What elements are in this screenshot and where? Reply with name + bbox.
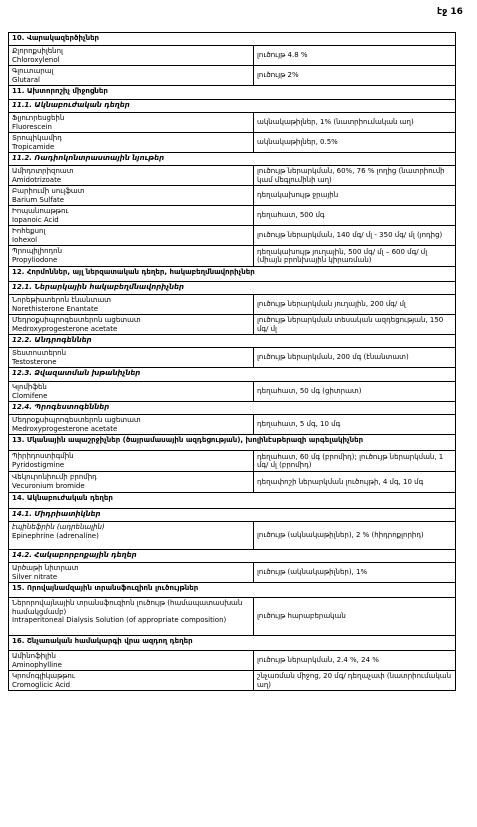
medicine-name-cell bbox=[9, 348, 254, 368]
medicine-name-armenian: Վեկուրոնիումի բրոմիդ bbox=[12, 473, 97, 481]
dosage-form-cell: շնչառման միջոց, 20 մգ/ դեղաչափ (նատրիումական աղ) bbox=[254, 671, 456, 691]
medicine-name-armenian: Պրոպիլիոդոն bbox=[12, 247, 63, 255]
section-heading: 11. Ախտորոշիչ միջոցներ bbox=[9, 86, 456, 100]
table-row bbox=[9, 382, 456, 402]
medicine-name-cell bbox=[9, 651, 254, 671]
table-row bbox=[9, 671, 456, 691]
medicine-name-latin: Silver nitrate bbox=[12, 572, 58, 581]
medicine-name-cell bbox=[9, 206, 254, 226]
medicine-name-cell bbox=[9, 166, 254, 186]
subsection-heading-row bbox=[9, 368, 456, 382]
medicine-name-armenian: Ֆլյուորեսցեին bbox=[12, 114, 65, 122]
subsection-heading-row bbox=[9, 402, 456, 415]
medicines-table-body bbox=[9, 33, 456, 691]
section-heading: 12. Հորմոններ, այլ ներզատական դեղեր, հակաբեղմնավորիչներ bbox=[9, 267, 456, 282]
section-heading: 15. Որովայնամզային տրանսֆուզիոն լուծույթներ bbox=[9, 583, 456, 598]
subsection-heading-row bbox=[9, 335, 456, 348]
medicine-name-latin: Iohexol bbox=[12, 235, 38, 244]
medicine-name-latin: Clomifene bbox=[12, 391, 48, 400]
dosage-form-cell: ակնակաթիլներ, 1% (նատրիումական աղ) bbox=[254, 113, 456, 133]
table-row bbox=[9, 315, 456, 335]
medicine-name-armenian: էպինեֆրին (ադրենալին) bbox=[12, 523, 105, 531]
dosage-form-cell: դեղափոշի ներարկման լուծույթի, 4 մգ, 10 մգ bbox=[254, 472, 456, 493]
medicine-name-cell bbox=[9, 563, 254, 583]
subsection-heading-row bbox=[9, 550, 456, 563]
table-row bbox=[9, 246, 456, 267]
table-row bbox=[9, 66, 456, 86]
dosage-form-cell: լուծույթ ներարկման յուղային, 200 մգ/ մլ bbox=[254, 295, 456, 315]
section-heading-row bbox=[9, 583, 456, 598]
table-row bbox=[9, 651, 456, 671]
subsection-heading-row bbox=[9, 153, 456, 166]
medicine-name-latin: Iopanoic Acid bbox=[12, 215, 59, 224]
dosage-form-cell: լուծույթ ներարկման, 140 մգ/ մլ - 350 մգ/ մլ (յոդից) bbox=[254, 226, 456, 246]
dosage-form-cell: լուծույթ ներարկման, 200 մգ (էնանտատ) bbox=[254, 348, 456, 368]
medicine-name-cell bbox=[9, 66, 254, 86]
medicine-name-armenian: Կրոմոգլիկաթթու bbox=[12, 672, 75, 680]
medicine-name-cell bbox=[9, 415, 254, 435]
medicine-name-armenian: Ամիդոտրիզոատ bbox=[12, 167, 74, 175]
medicine-name-latin: Pyridostigmine bbox=[12, 460, 65, 469]
dosage-form-cell: դեղահատ, 500 մգ bbox=[254, 206, 456, 226]
medicine-name-cell bbox=[9, 522, 254, 550]
table-row bbox=[9, 186, 456, 206]
dosage-form-cell: դեղահատ, 50 մգ (ցիտրատ) bbox=[254, 382, 456, 402]
medicine-name-armenian: Բարիումի սուլֆատ bbox=[12, 187, 85, 195]
subsection-heading-row bbox=[9, 509, 456, 522]
medicine-name-cell bbox=[9, 315, 254, 335]
dosage-form-cell: լուծույթ ներարկման, 2.4 %, 24 % bbox=[254, 651, 456, 671]
medicine-name-cell bbox=[9, 246, 254, 267]
medicine-name-latin: Tropicamide bbox=[12, 142, 55, 151]
medicine-name-latin: Norethisterone Enantate bbox=[12, 304, 99, 313]
dosage-form-cell: դեղահատ, 60 մգ (բրոմիդ); լուծույթ ներարկման, 1 մգ/ մլ (բրոմիդ) bbox=[254, 451, 456, 472]
table-row bbox=[9, 113, 456, 133]
medicine-name-armenian: Իոպանոաթթու bbox=[12, 207, 69, 215]
table-row bbox=[9, 166, 456, 186]
medicine-name-cell bbox=[9, 472, 254, 493]
dosage-form-cell: լուծույթ 4.8 % bbox=[254, 46, 456, 66]
subsection-heading: 12.2. Անդրոգեններ bbox=[9, 335, 456, 348]
medicine-name-latin: Amidotrizoate bbox=[12, 175, 62, 184]
medicine-name-armenian: Տրոպիկամիդ bbox=[12, 134, 62, 142]
table-row bbox=[9, 46, 456, 66]
section-heading-row bbox=[9, 636, 456, 651]
medicine-name-latin: Epinephrine (adrenaline) bbox=[12, 531, 99, 540]
table-row bbox=[9, 598, 456, 636]
section-heading-row bbox=[9, 493, 456, 509]
subsection-heading-row bbox=[9, 282, 456, 295]
table-row bbox=[9, 522, 456, 550]
medicine-name-latin: Chloroxylenol bbox=[12, 55, 60, 64]
medicine-name-latin: Aminophylline bbox=[12, 660, 62, 669]
medicine-name-cell bbox=[9, 46, 254, 66]
subsection-heading: 14.1. Միդրիատիկներ bbox=[9, 509, 456, 522]
table-row bbox=[9, 415, 456, 435]
dosage-form-cell: լուծույթ 2% bbox=[254, 66, 456, 86]
medicine-name-cell bbox=[9, 451, 254, 472]
section-heading: 14. Ակնաբուժական դեղեր bbox=[9, 493, 456, 509]
dosage-form-cell: լուծույթ հարաբերական bbox=[254, 598, 456, 636]
section-heading: 10. Վարակազերծիչներ bbox=[9, 33, 456, 46]
dosage-form-cell: լուծույթ ներարկման տեսական ազդեցության, 150 մգ/ մլ bbox=[254, 315, 456, 335]
dosage-form-cell: լուծույթ (ակնակաթիլներ), 2 % (հիդրոքլորիդ) bbox=[254, 522, 456, 550]
dosage-form-cell: դեղահատ, 5 մգ, 10 մգ bbox=[254, 415, 456, 435]
table-row bbox=[9, 206, 456, 226]
table-row bbox=[9, 295, 456, 315]
section-heading: 16. Շնչառական համակարգի վրա ազդող դեղեր bbox=[9, 636, 456, 651]
table-row bbox=[9, 563, 456, 583]
medicine-name-armenian: Տեստոստերոն bbox=[12, 349, 67, 357]
dosage-form-cell: դեղակախույթ ջրային bbox=[254, 186, 456, 206]
medicine-name-latin: Fluorescein bbox=[12, 122, 52, 131]
medicine-name-cell bbox=[9, 598, 254, 636]
subsection-heading: 11.2. Ռադիոկոնտրաստային նյութեր bbox=[9, 153, 456, 166]
medicine-name-armenian: Ամինոֆիլին bbox=[12, 652, 56, 660]
section-heading-row bbox=[9, 435, 456, 451]
medicine-name-cell bbox=[9, 113, 254, 133]
medicine-name-latin: Medroxyprogesterone acetate bbox=[12, 424, 118, 433]
medicine-name-cell bbox=[9, 295, 254, 315]
medicine-name-cell bbox=[9, 133, 254, 153]
dosage-form-cell: լուծույթ ներարկման, 60%, 76 % լողից (նատրիումի կամ մեգլումինի աղ) bbox=[254, 166, 456, 186]
subsection-heading-row bbox=[9, 100, 456, 113]
section-heading: 13. Մկանային ապաշրջիչներ (ծայրամասային ազդեցության), խոլինէսթերազի արգելակիչներ bbox=[9, 435, 456, 451]
medicine-name-armenian: Մեդրօքսիպրոգեստերոն ացետատ bbox=[12, 316, 141, 324]
medicines-table bbox=[8, 32, 456, 691]
medicine-name-latin: Vecuronium bromide bbox=[12, 481, 85, 490]
subsection-heading: 12.1. Ներարկային հակաբեղմնավորիչներ bbox=[9, 282, 456, 295]
table-row bbox=[9, 226, 456, 246]
medicine-name-latin: Propyliodone bbox=[12, 255, 58, 264]
table-row bbox=[9, 451, 456, 472]
medicine-name-armenian: Կլոմիֆեն bbox=[12, 383, 47, 391]
medicine-name-armenian: Պիրիդոստիգմին bbox=[12, 452, 74, 460]
dosage-form-cell: լուծույթ (ակնակաթիլներ), 1% bbox=[254, 563, 456, 583]
subsection-heading: 12.3. Ձվազատման խթանիչներ bbox=[9, 368, 456, 382]
medicine-name-latin: Medroxyprogesterone acetate bbox=[12, 324, 118, 333]
medicine-name-cell bbox=[9, 186, 254, 206]
medicine-name-armenian: Ներորովայնային տրանսֆուզիոն լուծույթ (համապատասխան համակցմամբ) bbox=[12, 599, 243, 616]
section-heading-row bbox=[9, 33, 456, 46]
table-row bbox=[9, 133, 456, 153]
dosage-form-cell: ակնակաթիլներ, 0.5% bbox=[254, 133, 456, 153]
dosage-form-cell: դեղակախույթ յուղային, 500 մգ/ մլ – 600 մգ/ մլ (միայն բրոնխային կիրառման) bbox=[254, 246, 456, 267]
medicine-name-armenian: Արծաթի նիտրատ bbox=[12, 564, 79, 572]
medicine-name-armenian: Քլորոքսիլենոլ bbox=[12, 47, 63, 55]
medicine-name-cell bbox=[9, 382, 254, 402]
medicine-name-latin: Barium Sulfate bbox=[12, 195, 65, 204]
page-number: էջ 16 bbox=[437, 7, 463, 17]
subsection-heading: 12.4. Պրոգեստոգեններ bbox=[9, 402, 456, 415]
table-row bbox=[9, 472, 456, 493]
subsection-heading: 11.1. Ակնաբուժական դեղեր bbox=[9, 100, 456, 113]
table-row bbox=[9, 348, 456, 368]
medicine-name-latin: Intraperitoneal Dialysis Solution (of appropriate composition) bbox=[12, 616, 227, 624]
subsection-heading: 14.2. Հակաբորբոքային դեղեր bbox=[9, 550, 456, 563]
medicine-name-latin: Cromoglicic Acid bbox=[12, 680, 71, 689]
section-heading-row bbox=[9, 267, 456, 282]
medicine-name-armenian: Գլուտարալ bbox=[12, 67, 54, 75]
medicine-name-armenian: Մեդրօքսիպրոգեստերոն ացետատ bbox=[12, 416, 141, 424]
medicine-name-cell bbox=[9, 226, 254, 246]
medicine-name-latin: Glutaral bbox=[12, 75, 40, 84]
medicine-name-latin: Testosterone bbox=[12, 357, 57, 366]
medicine-name-cell bbox=[9, 671, 254, 691]
section-heading-row bbox=[9, 86, 456, 100]
medicine-name-armenian: Նորեթիստերոն էնանտատ bbox=[12, 296, 111, 304]
medicine-name-armenian: Իոհեքսոլ bbox=[12, 227, 46, 235]
